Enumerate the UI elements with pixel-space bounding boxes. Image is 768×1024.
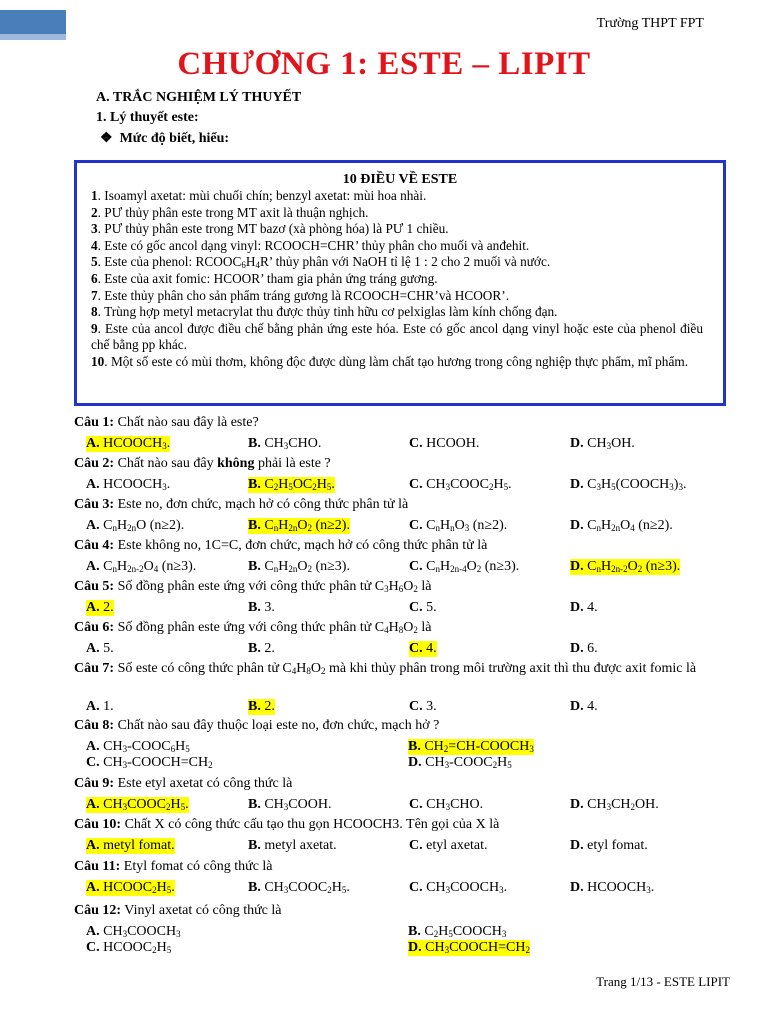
note-item-number: 6 [91, 270, 98, 286]
option-key: A. [86, 739, 100, 754]
question-stem [74, 902, 714, 920]
question-stem [74, 775, 714, 793]
note-item-number: 5 [91, 254, 98, 270]
option-text: $CH_3COOC_2H_5$. [422, 477, 512, 492]
answer-row [86, 880, 726, 898]
option-key: C. [409, 436, 423, 451]
answer-option[interactable] [570, 641, 598, 657]
option-text: $HCOOCH_3$. [99, 477, 171, 492]
option-text: $CH_3COOC_2H_5$. [99, 797, 189, 812]
option-key: B. [248, 436, 261, 451]
option-text: 4. [422, 641, 437, 656]
option-text: metyl axetat. [260, 838, 337, 853]
option-text: $C_3H_5(COOCH_3)_3$. [583, 477, 687, 492]
note-item-text: . Este có gốc ancol dạng vinyl: RCOOCH=CHR’ thủy phân cho muối và anđehit. [97, 237, 530, 253]
note-item-text: . Este của ancol được điều chế bằng phản ứng este hóa. Este có gốc ancol dạng vinyl hoặc este của phenol điều chế bằng pp khác. [91, 320, 703, 353]
question-label: Câu 7: [74, 661, 115, 676]
option-text: 4. [583, 600, 598, 615]
option-text: 1. [99, 699, 114, 714]
option-key: C. [409, 518, 423, 533]
option-text: $HCOOC_2H_5$. [99, 880, 175, 895]
answer-option[interactable] [570, 699, 598, 715]
note-item-number: 8 [91, 304, 98, 320]
option-text: $HCOOC_2H_5$ [99, 940, 172, 955]
option-key: B. [248, 838, 261, 853]
option-text: 3. [422, 699, 437, 714]
answer-row [86, 518, 726, 536]
question-label: Câu 8: [74, 718, 115, 733]
option-text: $HCOOCH_3$. [583, 880, 655, 895]
answer-row [86, 699, 726, 717]
option-text: 3. [260, 600, 275, 615]
answer-row [86, 838, 726, 856]
note-item [77, 221, 723, 238]
option-text: $C_nH_{2n-2}O_4$ (n≥3). [99, 559, 197, 574]
note-item [77, 304, 723, 321]
option-key: D. [570, 880, 584, 895]
question-text: Vinyl axetat có công thức là [121, 903, 282, 918]
question-stem [74, 660, 714, 678]
option-text: $CH_3-COOCH=CH_2$ [99, 755, 213, 770]
note-list [77, 188, 723, 371]
option-key: B. [408, 924, 421, 939]
option-key: B. [248, 518, 261, 533]
option-key: A. [86, 559, 100, 574]
option-text: 2. [99, 600, 114, 615]
answer-row [86, 559, 726, 577]
option-text: $CH_3COOCH_3$ [99, 924, 181, 939]
note-item-text: . PƯ thủy phân este trong MT axit là thuận nghịch. [97, 204, 369, 220]
option-text: $CH_3CH_2OH$. [583, 797, 659, 812]
answer-option[interactable] [408, 924, 506, 940]
page-footer: Trang 1/13 - ESTE LIPIT [596, 974, 730, 989]
answer-row [86, 755, 726, 773]
question-stem [74, 455, 714, 473]
answer-option[interactable] [570, 838, 648, 854]
option-text: $CH_3COOCH=CH_2$ [421, 940, 530, 955]
answer-row [86, 940, 726, 958]
option-key: D. [570, 436, 584, 451]
note-item-text: . Trùng hợp metyl metacrylat thu được thủy tinh hữu cơ pelxiglas làm kính chống đạn. [97, 304, 558, 320]
note-item-number: 7 [91, 287, 98, 303]
option-key: B. [248, 880, 261, 895]
diamond-bullet-icon: ❖ [100, 131, 113, 146]
note-item [77, 238, 723, 255]
option-text: $CH_3-COOC_6H_5$ [99, 739, 190, 754]
question-label: Câu 12: [74, 903, 122, 918]
option-key: D. [570, 699, 584, 714]
option-text: etyl axetat. [422, 838, 488, 853]
option-key: B. [408, 739, 421, 754]
option-text: $C_nH_{2n}O_4$ (n≥2). [583, 518, 673, 533]
option-key: C. [409, 838, 423, 853]
answer-option[interactable] [570, 436, 635, 452]
note-item-text: . Isoamyl axetat: mùi chuối chín; benzyl axetat: mùi hoa nhài. [97, 188, 427, 203]
option-key: A. [86, 924, 100, 939]
option-text: $CH_3CHO$. [260, 436, 322, 451]
note-item-text: . Este của axit fomic: HCOOR’ tham gia phản ứng tráng gương. [97, 270, 438, 286]
note-item-number: 1 [91, 188, 98, 203]
option-key: D. [570, 641, 584, 656]
option-text: metyl fomat. [99, 838, 175, 853]
option-key: A. [86, 880, 100, 895]
option-text: $CH_3COOH$. [260, 797, 332, 812]
answer-option[interactable] [570, 477, 686, 493]
option-key: B. [248, 559, 261, 574]
question-text: Este etyl axetat có công thức là [114, 776, 293, 791]
note-item [77, 254, 723, 271]
option-text: $CH_3CHO$. [422, 797, 484, 812]
option-text: $CH_3-COOC_2H_5$ [421, 755, 512, 770]
note-item-number: 4 [91, 237, 98, 253]
answer-row [86, 477, 726, 495]
answer-row [86, 436, 726, 454]
option-key: D. [570, 477, 584, 492]
option-text: 5. [422, 600, 437, 615]
option-key: D. [408, 755, 422, 770]
question-label: Câu 2: [74, 456, 115, 471]
question-stem [74, 619, 714, 637]
question-text: Este không no, 1C=C, đơn chức, mạch hở có công thức phân tử là [114, 538, 488, 553]
option-key: A. [86, 477, 100, 492]
note-item-number: 10 [91, 353, 105, 369]
question-label: Câu 11: [74, 859, 121, 874]
option-text: 5. [99, 641, 114, 656]
note-item [77, 271, 723, 288]
option-text: HCOOH. [422, 436, 480, 451]
option-text: etyl fomat. [583, 838, 648, 853]
option-key: C. [409, 477, 423, 492]
subsection-heading: 1. Lý thuyết este: [96, 110, 199, 125]
question-text: Etyl fomat có công thức là [120, 859, 273, 874]
option-text: $C_nH_{2n}O_2$ (n≥3). [260, 559, 350, 574]
option-text: $C_nH_{2n}O_2$ (n≥2). [260, 518, 350, 533]
note-item-number: 2 [91, 204, 98, 220]
answer-row [86, 797, 726, 815]
question-stem [74, 858, 714, 876]
note-item [77, 321, 723, 354]
option-text: $CH_3OH$. [583, 436, 635, 451]
answer-option[interactable] [408, 755, 512, 771]
question-label: Câu 10: [74, 817, 122, 832]
option-key: C. [409, 797, 423, 812]
question-text: Este no, đơn chức, mạch hở có công thức phân tử là [114, 497, 409, 512]
note-item-text: . Este của phenol: $RCOOC_6H_4R$’ thủy phân với NaOH tỉ lệ 1 : 2 cho 2 muối và nước. [97, 254, 551, 271]
option-key: B. [248, 699, 261, 714]
answer-option[interactable] [570, 600, 598, 616]
option-text: $CH_3COOC_2H_5$. [260, 880, 350, 895]
question-text: Chất nào sau đây thuộc loại este no, đơn chức, mạch hở ? [114, 718, 440, 733]
question-text: Chất nào sau đây không phải là este ? [114, 456, 331, 471]
question-stem [74, 816, 714, 834]
question-stem [74, 717, 714, 735]
note-item [77, 288, 723, 305]
school-name: Trường THPT FPT [596, 16, 704, 31]
level-heading [100, 130, 229, 147]
note-item [77, 188, 723, 205]
question-label: Câu 4: [74, 538, 115, 553]
option-key: A. [86, 518, 100, 533]
option-key: C. [409, 699, 423, 714]
option-text: 4. [583, 699, 598, 714]
question-label: Câu 1: [74, 415, 115, 430]
note-item [77, 205, 723, 222]
answer-row [86, 641, 726, 659]
option-text: $C_nH_{2n-4}O_2$ (n≥3). [422, 559, 520, 574]
answer-option-correct[interactable] [570, 559, 680, 575]
option-text: $C_nH_nO_3$ (n≥2). [422, 518, 508, 533]
option-text: $CH_3COOCH_3$. [422, 880, 508, 895]
question-text: Số este có công thức phân tử $C_4H_8O_2$ mà khi thủy phân trong môi trường axit thì thu được axit fomic là [114, 661, 697, 676]
option-key: C. [409, 641, 423, 656]
answer-option[interactable] [570, 797, 659, 813]
question-stem [74, 537, 714, 555]
option-text: $C_nH_{2n}O$ (n≥2). [99, 518, 185, 533]
option-key: D. [570, 838, 584, 853]
option-key: D. [408, 940, 422, 955]
option-key: B. [248, 600, 261, 615]
question-text: Số đồng phân este ứng với công thức phân tử $C_4H_8O_2$ là [114, 620, 432, 635]
option-text: $C_2H_5OC_2H_5$. [260, 477, 335, 492]
option-key: D. [570, 797, 584, 812]
question-text: Chất X có công thức cấu tạo thu gọn HCOOCH3. Tên gọi của X là [121, 817, 500, 832]
option-text: $HCOOCH_3$. [99, 436, 171, 451]
option-text: $CH_2=CH-COOCH_3$ [420, 739, 534, 754]
option-key: C. [409, 880, 423, 895]
option-key: D. [570, 600, 584, 615]
option-text: $C_2H_5COOCH_3$ [420, 924, 507, 939]
question-label: Câu 3: [74, 497, 115, 512]
note-item-text: . Một số este có mùi thơm, không độc được dùng làm chất tạo hương trong công nghiệp thực phẩm, mĩ phẩm. [104, 353, 689, 369]
note-item-text: . PƯ thủy phân este trong MT bazơ (xà phòng hóa) là PƯ 1 chiều. [97, 221, 449, 237]
level-label: Mức độ biết, hiểu: [119, 131, 230, 146]
answer-option[interactable] [570, 518, 673, 534]
answer-row [86, 600, 726, 618]
option-text: 2. [260, 699, 275, 714]
question-text: Số đồng phân este ứng với công thức phân tử $C_3H_6O_2$ là [114, 579, 432, 594]
question-label: Câu 5: [74, 579, 115, 594]
option-key: A. [86, 436, 100, 451]
option-key: A. [86, 699, 100, 714]
note-box [74, 160, 726, 406]
option-key: C. [409, 600, 423, 615]
note-box-title: 10 ĐIỀU VỀ ESTE [342, 172, 458, 187]
question-stem [74, 496, 714, 514]
answer-option-correct[interactable] [408, 739, 534, 755]
note-item-number: 9 [91, 320, 98, 336]
option-key: A. [86, 641, 100, 656]
option-key: C. [409, 559, 423, 574]
option-key: A. [86, 838, 100, 853]
option-text: 6. [583, 641, 598, 656]
question-stem [74, 414, 714, 432]
option-key: D. [570, 559, 584, 574]
question-label: Câu 6: [74, 620, 115, 635]
option-key: D. [570, 518, 584, 533]
option-key: B. [248, 477, 261, 492]
note-item-text: . Este thủy phân cho sản phẩm tráng gương là RCOOCH=CHR’và HCOOR’. [97, 287, 510, 303]
section-heading: A. TRẮC NGHIỆM LÝ THUYẾT [96, 90, 302, 105]
option-key: C. [86, 755, 100, 770]
option-key: A. [86, 797, 100, 812]
option-text: 2. [260, 641, 275, 656]
note-item-number: 3 [91, 221, 98, 237]
question-label: Câu 9: [74, 776, 115, 791]
option-key: A. [86, 600, 100, 615]
option-text: $C_nH_{2n-2}O_2$ (n≥3). [583, 559, 681, 574]
answer-option-correct[interactable] [408, 940, 530, 956]
question-text: Chất nào sau đây là este? [114, 415, 259, 430]
option-key: B. [248, 797, 261, 812]
answer-option[interactable] [570, 880, 654, 896]
option-key: B. [248, 641, 261, 656]
chapter-title: CHƯƠNG 1: ESTE – LIPIT [177, 46, 591, 82]
option-key: C. [86, 940, 100, 955]
question-stem [74, 578, 714, 596]
header-corner-tab [0, 10, 66, 34]
note-item [77, 354, 723, 371]
